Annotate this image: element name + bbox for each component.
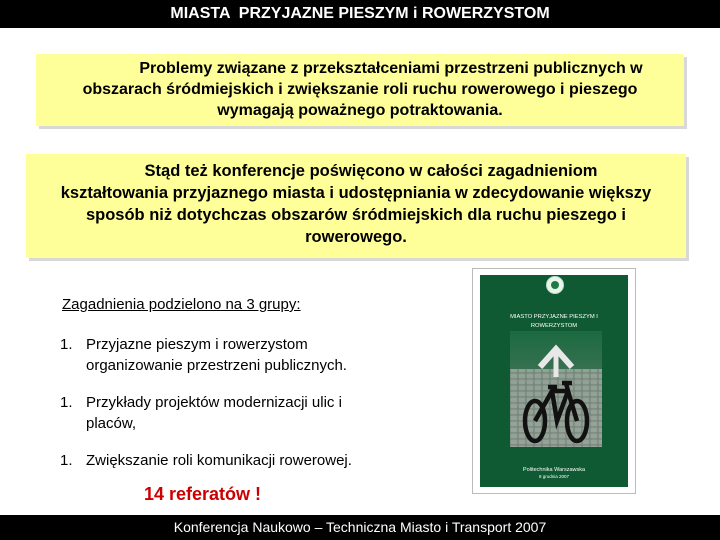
book-cover-title	[480, 313, 628, 331]
list-item-text: Zwiększanie roli komunikacji rowerowej.	[86, 452, 352, 469]
problem-line-2: obszarach śródmiejskich i zwiększanie roli ruchu rowerowego i pieszego	[82, 81, 638, 98]
list-item-text: placów,	[86, 415, 137, 432]
book-cover-title-line: MIASTO PRZYJAZNE PIESZYM I	[510, 314, 598, 320]
book-cover-panel	[480, 275, 628, 487]
conference-line-4: rowerowego.	[305, 228, 407, 246]
problem-box	[36, 54, 684, 126]
referaty-count: 14 referatów !	[144, 484, 262, 504]
list-item-text: organizowanie przestrzeni publicznych.	[86, 357, 347, 374]
groups-heading: Zagadnienia podzielono na 3 grupy:	[62, 296, 301, 313]
book-cover-publisher: Politechnika Warszawska	[522, 467, 586, 473]
conference-line-1: Stąd też konferencje poświęcono w całości zagadnieniom	[144, 162, 598, 180]
book-cover	[472, 268, 636, 494]
bicycle-icon	[510, 331, 602, 447]
list-item-number: 1.	[60, 336, 73, 353]
university-logo-icon	[546, 276, 564, 294]
slide-title: MIASTA PRZYJAZNE PIESZYM i ROWERZYSTOM	[0, 0, 720, 28]
problem-line-3: wymagają poważnego potraktowania.	[217, 102, 503, 119]
problem-line-1: Problemy związane z przekształceniami przestrzeni publicznych w	[139, 60, 643, 77]
list-item-text: Przyjazne pieszym i rowerzystom	[86, 336, 308, 353]
footer-bar: Konferencja Naukowo – Techniczna Miasto i Transport 2007	[0, 515, 720, 540]
conference-box	[26, 154, 686, 258]
book-cover-date: 8 grudnia 2007	[538, 474, 570, 479]
list-item-text: Przykłady projektów modernizacji ulic i	[86, 394, 342, 411]
list-item-number: 1.	[60, 452, 73, 469]
list-item-number: 1.	[60, 394, 73, 411]
book-cover-title-line: ROWERZYSTOM	[530, 323, 578, 329]
conference-line-2: kształtowania przyjaznego miasta i udostępniania w zdecydowanie większy	[60, 184, 652, 202]
conference-line-3: sposób niż dotychczas obszarów śródmiejskich dla ruchu pieszego i	[85, 206, 627, 224]
book-cover-footer	[480, 467, 628, 480]
